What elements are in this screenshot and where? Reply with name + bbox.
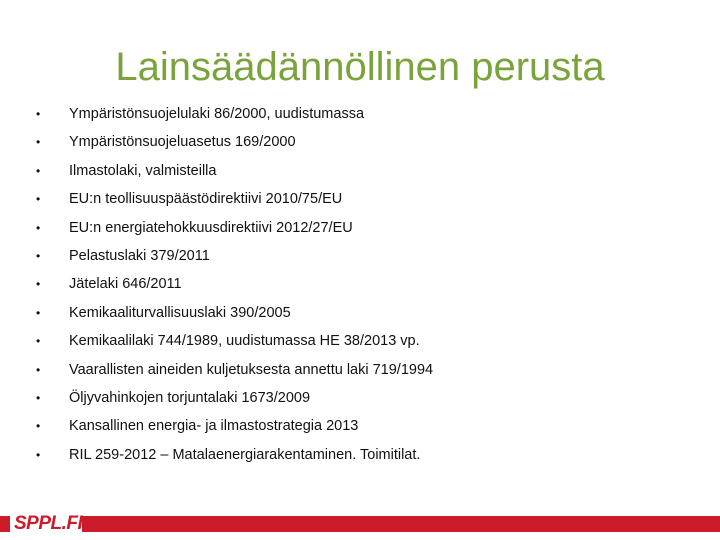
list-item [36,214,696,242]
sppl-logo: SPPL.FI [14,513,83,534]
list-item [36,100,696,128]
list-item [36,441,696,469]
list-item-text: Ilmastolaki, valmisteilla [69,162,217,179]
list-item [36,157,696,185]
list-item-text: Kemikaalilaki 744/1989, uudistumassa HE 38/2013 vp. [69,333,420,350]
list-item [36,299,696,327]
bullet-icon: • [36,248,41,263]
list-item [36,384,696,412]
list-item-text: Kansallinen energia- ja ilmastostrategia 2013 [69,418,359,435]
bullet-icon: • [36,419,41,434]
bullet-icon: • [36,192,41,207]
list-item-text: Vaarallisten aineiden kuljetuksesta annettu laki 719/1994 [69,361,434,378]
footer-band [0,513,720,535]
bullet-icon: • [36,277,41,292]
bullet-icon: • [36,220,41,235]
slide-title: Lainsäädännöllinen perusta [115,45,605,89]
bullet-icon: • [36,390,41,405]
list-item-text: Ympäristönsuojelulaki 86/2000, uudistumassa [69,106,365,122]
bullet-icon: • [36,362,41,377]
footer-accent-bar [82,516,720,532]
bullet-icon: • [36,135,41,150]
bullet-icon: • [36,447,41,462]
bullet-icon: • [36,107,41,121]
bullet-icon: • [36,163,41,178]
list-item [36,327,696,355]
list-item-text: Öljyvahinkojen torjuntalaki 1673/2009 [69,389,311,406]
list-item [36,356,696,384]
list-item-text: EU:n teollisuuspäästödirektiivi 2010/75/EU [69,191,343,208]
list-item-text: EU:n energiatehokkuusdirektiivi 2012/27/EU [69,219,353,236]
list-item [36,128,696,156]
list-item [36,185,696,213]
bullet-icon: • [36,305,41,320]
bullet-icon: • [36,334,41,349]
footer-accent-bar [0,516,10,532]
list-item [36,412,696,440]
list-item-text: RIL 259-2012 – Matalaenergiarakentaminen. Toimitilat. [69,446,421,463]
list-item-text: Pelastuslaki 379/2011 [69,247,210,264]
list-item [36,270,696,298]
list-item [36,242,696,270]
list-item-text: Ympäristönsuojeluasetus 169/2000 [69,134,296,151]
bullet-list [36,100,696,469]
list-item-text: Jätelaki 646/2011 [69,276,182,293]
list-item-text: Kemikaaliturvallisuuslaki 390/2005 [69,304,291,321]
